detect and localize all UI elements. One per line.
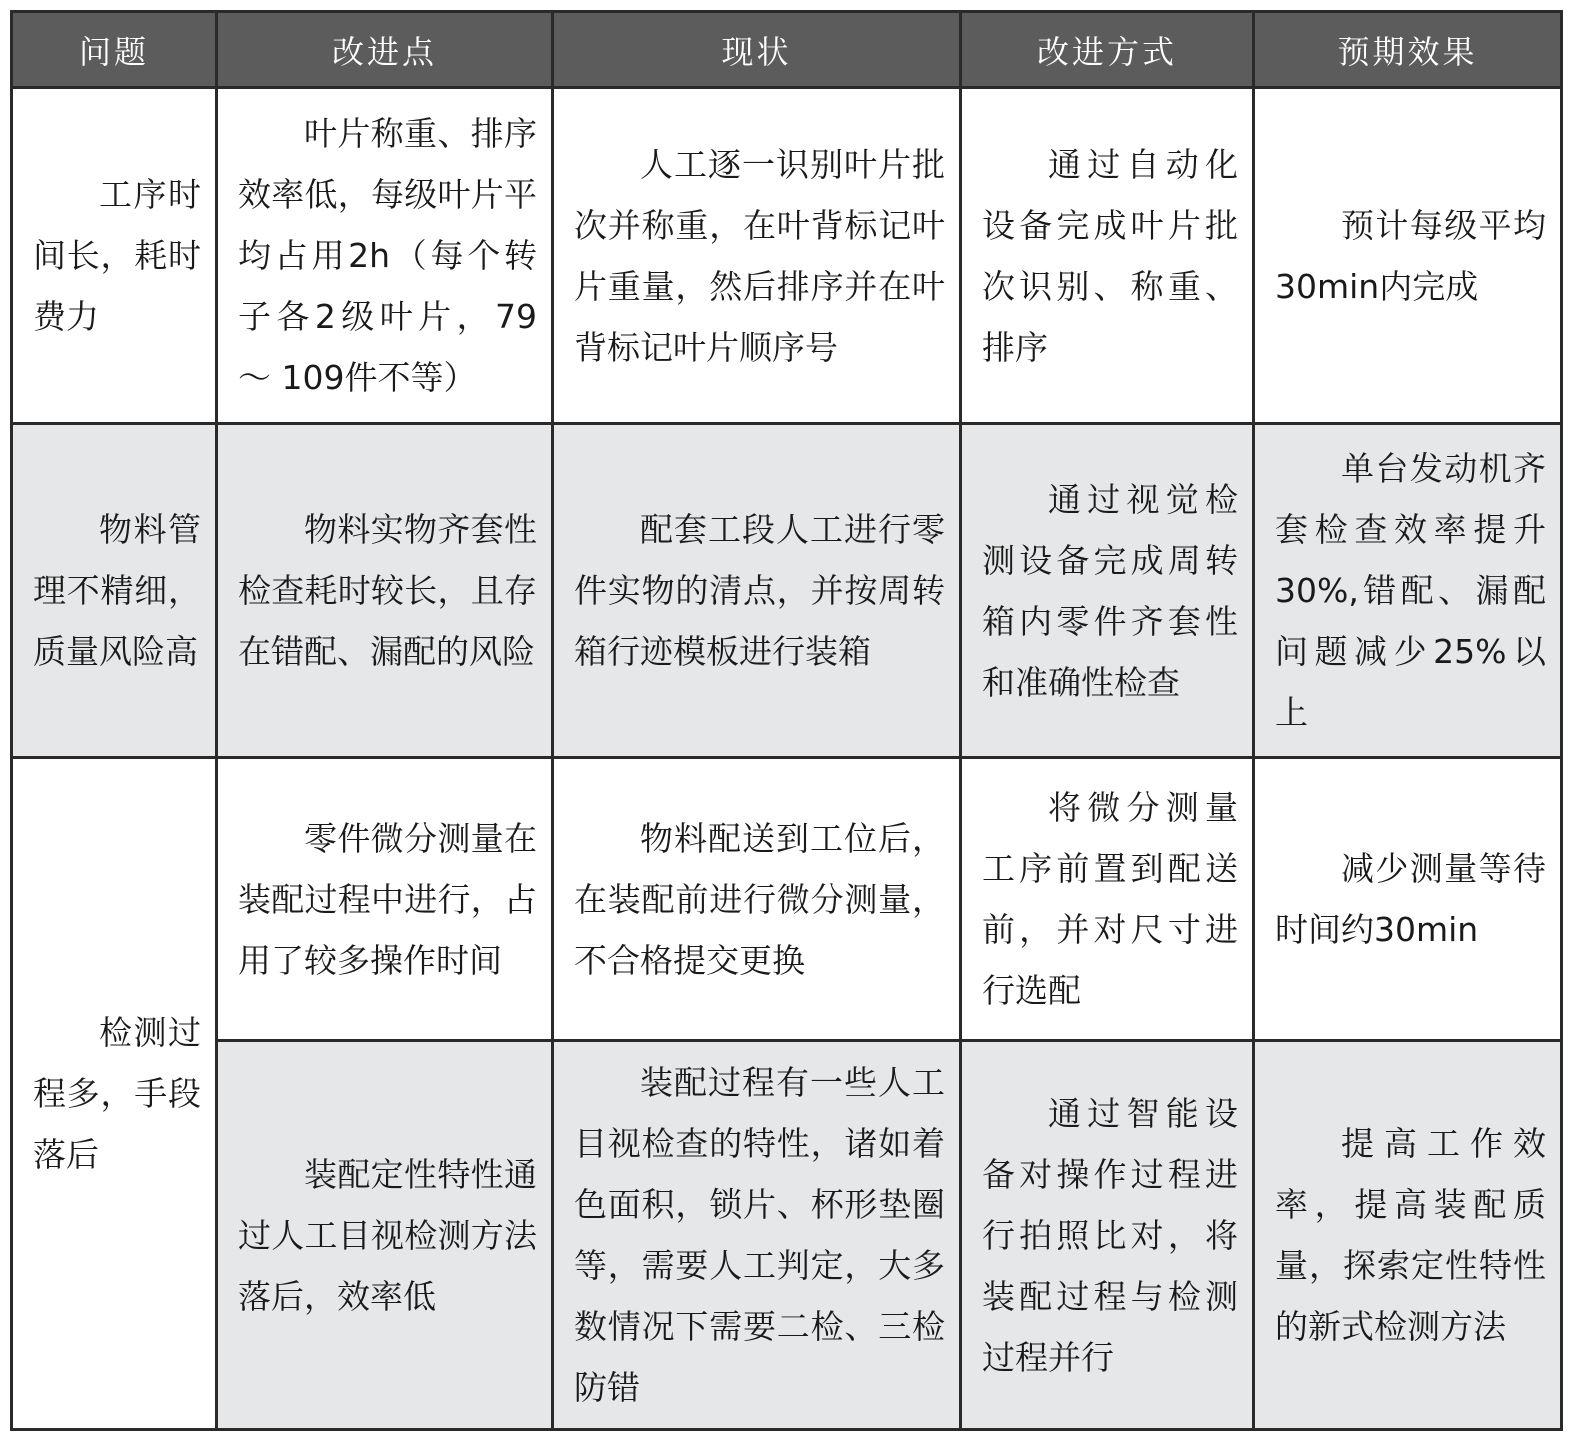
table-row <box>12 88 1562 424</box>
cell-text: 通过自动化设备完成叶片批次识别、称重、排序 <box>982 144 1238 367</box>
cell-improvement-method <box>961 758 1254 1041</box>
cell-improvement-point <box>217 424 553 758</box>
cell-text: 人工逐一识别叶片批次并称重，在叶背标记叶片重量，然后排序并在叶背标记叶片顺序号 <box>574 144 945 367</box>
cell-current-status <box>553 88 961 424</box>
table-body <box>12 88 1562 1430</box>
cell-current-status <box>553 424 961 758</box>
cell-improvement-method <box>961 424 1254 758</box>
cell-text: 物料配送到工位后，在装配前进行微分测量，不合格提交更换 <box>574 818 945 980</box>
cell-text: 物料实物齐套性检查耗时较长，且存在错配、漏配的风险 <box>238 510 537 671</box>
cell-text: 减少测量等待时间约30min <box>1275 849 1546 949</box>
header-expected-effect: 预期效果 <box>1254 12 1562 88</box>
cell-text: 装配定性特性通过人工目视检测方法落后，效率低 <box>238 1154 537 1316</box>
cell-current-status <box>553 758 961 1041</box>
cell-problem <box>12 424 217 758</box>
cell-text: 通过智能设备对操作过程进行拍照比对，将装配过程与检测过程并行 <box>982 1093 1238 1377</box>
cell-text: 物料管理不精细，质量风险高 <box>33 510 201 671</box>
cell-problem <box>12 88 217 424</box>
cell-improvement-method <box>961 88 1254 424</box>
cell-text: 预计每级平均30min内完成 <box>1275 205 1546 306</box>
cell-text: 装配过程有一些人工目视检查的特性，诸如着色面积，锁片、杯形垫圈等，需要人工判定，大多数情况下需要二检、三检防错 <box>574 1063 945 1407</box>
cell-expected-effect <box>1254 758 1562 1041</box>
header-improvement-point: 改进点 <box>217 12 553 88</box>
improvement-table-container <box>10 10 1560 1428</box>
cell-text: 单台发动机齐套检查效率提升30%,错配、漏配问题减少25%以上 <box>1275 449 1546 732</box>
cell-improvement-point <box>217 88 553 424</box>
table-row <box>12 758 1562 1041</box>
cell-expected-effect <box>1254 1041 1562 1430</box>
cell-text: 叶片称重、排序效率低，每级叶片平均占用2h（每个转子各2级叶片，79 ～ 109件不等） <box>238 114 537 397</box>
cell-improvement-point <box>217 1041 553 1430</box>
cell-text: 配套工段人工进行零件实物的清点，并按周转箱行迹模板进行装箱 <box>574 510 945 671</box>
header-improvement-method: 改进方式 <box>961 12 1254 88</box>
cell-text: 将微分测量工序前置到配送前，并对尺寸进行选配 <box>982 788 1238 1010</box>
cell-text: 检测过程多，手段落后 <box>33 1013 201 1174</box>
header-problem: 问题 <box>12 12 217 88</box>
header-row <box>12 12 1562 88</box>
cell-text: 提高工作效率，提高装配质量，探索定性特性的新式检测方法 <box>1275 1124 1546 1346</box>
table-header <box>12 12 1562 88</box>
table-row <box>12 1041 1562 1430</box>
cell-text: 零件微分测量在装配过程中进行，占用了较多操作时间 <box>238 818 537 980</box>
improvement-table <box>10 10 1563 1431</box>
cell-expected-effect <box>1254 88 1562 424</box>
cell-expected-effect <box>1254 424 1562 758</box>
cell-improvement-method <box>961 1041 1254 1430</box>
cell-problem <box>12 758 217 1430</box>
cell-text: 通过视觉检测设备完成周转箱内零件齐套性和准确性检查 <box>982 479 1238 702</box>
cell-current-status <box>553 1041 961 1430</box>
table-row <box>12 424 1562 758</box>
cell-improvement-point <box>217 758 553 1041</box>
cell-text: 工序时间长，耗时费力 <box>33 175 201 336</box>
header-current-status: 现状 <box>553 12 961 88</box>
